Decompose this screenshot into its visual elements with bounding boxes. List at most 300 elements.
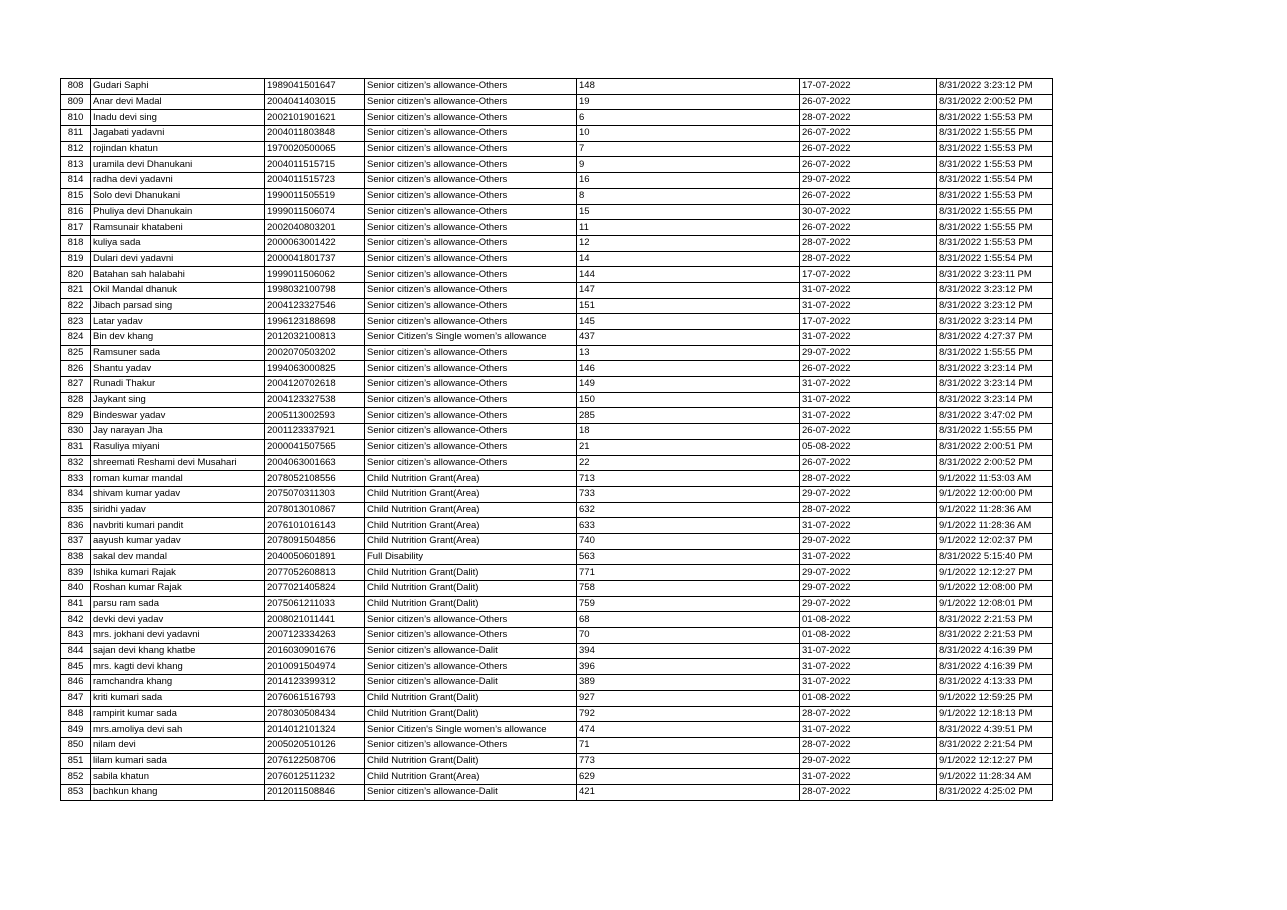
allowance-type-cell: Senior citizen’s allowance-Others xyxy=(365,251,577,267)
table-row xyxy=(61,769,1053,785)
date-cell: 31-07-2022 xyxy=(800,330,937,346)
table-row xyxy=(61,533,1053,549)
record-number-cell: 19 xyxy=(577,94,800,110)
record-number-cell: 68 xyxy=(577,612,800,628)
table-row xyxy=(61,628,1053,644)
beneficiary-name-cell: Jibach parsad sing xyxy=(91,298,265,314)
serial-number-cell: 824 xyxy=(61,330,91,346)
record-number-cell: 70 xyxy=(577,628,800,644)
allowance-type-cell: Senior citizen’s allowance-Others xyxy=(365,79,577,95)
timestamp-cell: 8/31/2022 3:23:11 PM xyxy=(937,267,1053,283)
allowance-type-cell: Child Nutrition Grant(Area) xyxy=(365,471,577,487)
serial-number-cell: 836 xyxy=(61,518,91,534)
table-row xyxy=(61,188,1053,204)
allowance-type-cell: Senior citizen’s allowance-Others xyxy=(365,361,577,377)
beneficiary-id-cell: 2078091504856 xyxy=(265,533,365,549)
table-row xyxy=(61,79,1053,95)
allowance-type-cell: Senior citizen’s allowance-Others xyxy=(365,628,577,644)
record-number-cell: 629 xyxy=(577,769,800,785)
timestamp-cell: 9/1/2022 11:28:36 AM xyxy=(937,502,1053,518)
timestamp-cell: 8/31/2022 4:13:33 PM xyxy=(937,675,1053,691)
table-row xyxy=(61,643,1053,659)
allowance-type-cell: Senior citizen’s allowance-Others xyxy=(365,612,577,628)
table-row xyxy=(61,345,1053,361)
beneficiary-id-cell: 1970020500065 xyxy=(265,141,365,157)
date-cell: 31-07-2022 xyxy=(800,377,937,393)
allowance-type-cell: Senior citizen’s allowance-Others xyxy=(365,424,577,440)
date-cell: 29-07-2022 xyxy=(800,345,937,361)
beneficiary-id-cell: 2007123334263 xyxy=(265,628,365,644)
allowance-type-cell: Senior citizen’s allowance-Others xyxy=(365,126,577,142)
table-row xyxy=(61,565,1053,581)
beneficiary-table xyxy=(60,78,1053,801)
timestamp-cell: 8/31/2022 1:55:54 PM xyxy=(937,251,1053,267)
serial-number-cell: 822 xyxy=(61,298,91,314)
table-row xyxy=(61,173,1053,189)
timestamp-cell: 8/31/2022 4:27:37 PM xyxy=(937,330,1053,346)
beneficiary-name-cell: Ishika kumari Rajak xyxy=(91,565,265,581)
serial-number-cell: 829 xyxy=(61,408,91,424)
record-number-cell: 10 xyxy=(577,126,800,142)
date-cell: 01-08-2022 xyxy=(800,612,937,628)
beneficiary-name-cell: bachkun khang xyxy=(91,784,265,800)
table-row xyxy=(61,612,1053,628)
serial-number-cell: 839 xyxy=(61,565,91,581)
record-number-cell: 11 xyxy=(577,220,800,236)
allowance-type-cell: Senior citizen’s allowance-Others xyxy=(365,408,577,424)
table-row xyxy=(61,251,1053,267)
timestamp-cell: 8/31/2022 1:55:55 PM xyxy=(937,126,1053,142)
record-number-cell: 12 xyxy=(577,235,800,251)
allowance-type-cell: Senior citizen’s allowance-Others xyxy=(365,282,577,298)
allowance-type-cell: Senior Citizen's Single women’s allowance xyxy=(365,722,577,738)
beneficiary-name-cell: Gudari Saphi xyxy=(91,79,265,95)
date-cell: 26-07-2022 xyxy=(800,126,937,142)
record-number-cell: 15 xyxy=(577,204,800,220)
serial-number-cell: 810 xyxy=(61,110,91,126)
record-number-cell: 285 xyxy=(577,408,800,424)
date-cell: 31-07-2022 xyxy=(800,549,937,565)
beneficiary-name-cell: shreemati Reshami devi Musahari xyxy=(91,455,265,471)
table-row xyxy=(61,706,1053,722)
allowance-type-cell: Child Nutrition Grant(Dalit) xyxy=(365,596,577,612)
beneficiary-id-cell: 2014123399312 xyxy=(265,675,365,691)
timestamp-cell: 8/31/2022 2:00:52 PM xyxy=(937,94,1053,110)
beneficiary-name-cell: mrs.amoliya devi sah xyxy=(91,722,265,738)
allowance-type-cell: Child Nutrition Grant(Area) xyxy=(365,769,577,785)
beneficiary-name-cell: Ramsunair khatabeni xyxy=(91,220,265,236)
beneficiary-name-cell: Rasuliya miyani xyxy=(91,439,265,455)
beneficiary-id-cell: 1998032100798 xyxy=(265,282,365,298)
record-number-cell: 18 xyxy=(577,424,800,440)
timestamp-cell: 8/31/2022 4:39:51 PM xyxy=(937,722,1053,738)
beneficiary-id-cell: 2004011515723 xyxy=(265,173,365,189)
allowance-type-cell: Full Disability xyxy=(365,549,577,565)
serial-number-cell: 830 xyxy=(61,424,91,440)
allowance-type-cell: Senior citizen’s allowance-Others xyxy=(365,188,577,204)
beneficiary-id-cell: 2004123327546 xyxy=(265,298,365,314)
record-number-cell: 394 xyxy=(577,643,800,659)
date-cell: 30-07-2022 xyxy=(800,204,937,220)
record-number-cell: 740 xyxy=(577,533,800,549)
timestamp-cell: 8/31/2022 2:21:53 PM xyxy=(937,612,1053,628)
serial-number-cell: 808 xyxy=(61,79,91,95)
date-cell: 26-07-2022 xyxy=(800,220,937,236)
beneficiary-id-cell: 1989041501647 xyxy=(265,79,365,95)
allowance-type-cell: Senior citizen’s allowance-Others xyxy=(365,157,577,173)
serial-number-cell: 853 xyxy=(61,784,91,800)
table-row xyxy=(61,267,1053,283)
beneficiary-name-cell: radha devi yadavni xyxy=(91,173,265,189)
record-number-cell: 633 xyxy=(577,518,800,534)
beneficiary-id-cell: 2078013010867 xyxy=(265,502,365,518)
date-cell: 28-07-2022 xyxy=(800,471,937,487)
table-row xyxy=(61,424,1053,440)
beneficiary-name-cell: ramchandra khang xyxy=(91,675,265,691)
timestamp-cell: 8/31/2022 3:23:12 PM xyxy=(937,282,1053,298)
table-row xyxy=(61,361,1053,377)
beneficiary-name-cell: sajan devi khang khatbe xyxy=(91,643,265,659)
beneficiary-name-cell: Solo devi Dhanukani xyxy=(91,188,265,204)
date-cell: 26-07-2022 xyxy=(800,157,937,173)
allowance-type-cell: Senior citizen’s allowance-Others xyxy=(365,659,577,675)
beneficiary-id-cell: 2014012101324 xyxy=(265,722,365,738)
beneficiary-id-cell: 2040050601891 xyxy=(265,549,365,565)
table-row xyxy=(61,204,1053,220)
serial-number-cell: 841 xyxy=(61,596,91,612)
beneficiary-name-cell: Batahan sah halabahi xyxy=(91,267,265,283)
record-number-cell: 7 xyxy=(577,141,800,157)
record-number-cell: 771 xyxy=(577,565,800,581)
beneficiary-name-cell: Jaykant sing xyxy=(91,392,265,408)
serial-number-cell: 850 xyxy=(61,737,91,753)
allowance-type-cell: Senior citizen’s allowance-Others xyxy=(365,345,577,361)
allowance-type-cell: Senior citizen’s allowance-Others xyxy=(365,204,577,220)
serial-number-cell: 847 xyxy=(61,690,91,706)
timestamp-cell: 9/1/2022 12:08:01 PM xyxy=(937,596,1053,612)
record-number-cell: 13 xyxy=(577,345,800,361)
date-cell: 29-07-2022 xyxy=(800,596,937,612)
serial-number-cell: 845 xyxy=(61,659,91,675)
beneficiary-name-cell: Jagabati yadavni xyxy=(91,126,265,142)
timestamp-cell: 8/31/2022 1:55:55 PM xyxy=(937,345,1053,361)
serial-number-cell: 815 xyxy=(61,188,91,204)
beneficiary-id-cell: 2075061211033 xyxy=(265,596,365,612)
timestamp-cell: 9/1/2022 12:08:00 PM xyxy=(937,581,1053,597)
timestamp-cell: 9/1/2022 11:28:36 AM xyxy=(937,518,1053,534)
serial-number-cell: 818 xyxy=(61,235,91,251)
beneficiary-name-cell: kuliya sada xyxy=(91,235,265,251)
beneficiary-name-cell: Bin dev khang xyxy=(91,330,265,346)
date-cell: 31-07-2022 xyxy=(800,408,937,424)
timestamp-cell: 9/1/2022 11:53:03 AM xyxy=(937,471,1053,487)
allowance-type-cell: Senior citizen’s allowance-Others xyxy=(365,439,577,455)
beneficiary-name-cell: sabila khatun xyxy=(91,769,265,785)
table-row xyxy=(61,659,1053,675)
serial-number-cell: 812 xyxy=(61,141,91,157)
timestamp-cell: 9/1/2022 12:00:00 PM xyxy=(937,486,1053,502)
beneficiary-id-cell: 2012011508846 xyxy=(265,784,365,800)
timestamp-cell: 8/31/2022 1:55:54 PM xyxy=(937,173,1053,189)
table-row xyxy=(61,581,1053,597)
date-cell: 28-07-2022 xyxy=(800,737,937,753)
serial-number-cell: 828 xyxy=(61,392,91,408)
record-number-cell: 773 xyxy=(577,753,800,769)
beneficiary-name-cell: roman kumar mandal xyxy=(91,471,265,487)
table-row xyxy=(61,753,1053,769)
beneficiary-id-cell: 2008021011441 xyxy=(265,612,365,628)
table-row xyxy=(61,314,1053,330)
date-cell: 28-07-2022 xyxy=(800,502,937,518)
record-number-cell: 6 xyxy=(577,110,800,126)
beneficiary-name-cell: navbriti kumari pandit xyxy=(91,518,265,534)
date-cell: 31-07-2022 xyxy=(800,518,937,534)
allowance-type-cell: Child Nutrition Grant(Dalit) xyxy=(365,753,577,769)
beneficiary-name-cell: aayush kumar yadav xyxy=(91,533,265,549)
serial-number-cell: 826 xyxy=(61,361,91,377)
table-row xyxy=(61,157,1053,173)
record-number-cell: 9 xyxy=(577,157,800,173)
serial-number-cell: 846 xyxy=(61,675,91,691)
beneficiary-id-cell: 2002101901621 xyxy=(265,110,365,126)
allowance-type-cell: Child Nutrition Grant(Area) xyxy=(365,533,577,549)
beneficiary-id-cell: 2000041507565 xyxy=(265,439,365,455)
date-cell: 29-07-2022 xyxy=(800,533,937,549)
date-cell: 31-07-2022 xyxy=(800,298,937,314)
record-number-cell: 389 xyxy=(577,675,800,691)
serial-number-cell: 813 xyxy=(61,157,91,173)
table-row xyxy=(61,675,1053,691)
serial-number-cell: 842 xyxy=(61,612,91,628)
beneficiary-id-cell: 2002070503202 xyxy=(265,345,365,361)
table-row xyxy=(61,439,1053,455)
table-row xyxy=(61,141,1053,157)
table-row xyxy=(61,220,1053,236)
serial-number-cell: 811 xyxy=(61,126,91,142)
record-number-cell: 149 xyxy=(577,377,800,393)
beneficiary-name-cell: Phuliya devi Dhanukain xyxy=(91,204,265,220)
beneficiary-name-cell: Shantu yadav xyxy=(91,361,265,377)
date-cell: 26-07-2022 xyxy=(800,141,937,157)
timestamp-cell: 8/31/2022 1:55:55 PM xyxy=(937,424,1053,440)
timestamp-cell: 9/1/2022 12:18:13 PM xyxy=(937,706,1053,722)
beneficiary-name-cell: Bindeswar yadav xyxy=(91,408,265,424)
beneficiary-id-cell: 2076122508706 xyxy=(265,753,365,769)
allowance-type-cell: Senior citizen’s allowance-Others xyxy=(365,298,577,314)
beneficiary-name-cell: nilam devi xyxy=(91,737,265,753)
table-row xyxy=(61,392,1053,408)
date-cell: 31-07-2022 xyxy=(800,675,937,691)
beneficiary-id-cell: 1999011506062 xyxy=(265,267,365,283)
record-number-cell: 151 xyxy=(577,298,800,314)
beneficiary-name-cell: uramila devi Dhanukani xyxy=(91,157,265,173)
allowance-type-cell: Child Nutrition Grant(Dalit) xyxy=(365,690,577,706)
serial-number-cell: 833 xyxy=(61,471,91,487)
table-row xyxy=(61,110,1053,126)
timestamp-cell: 8/31/2022 1:55:53 PM xyxy=(937,235,1053,251)
record-number-cell: 421 xyxy=(577,784,800,800)
timestamp-cell: 8/31/2022 2:00:51 PM xyxy=(937,439,1053,455)
date-cell: 31-07-2022 xyxy=(800,643,937,659)
beneficiary-id-cell: 2075070311303 xyxy=(265,486,365,502)
timestamp-cell: 8/31/2022 4:16:39 PM xyxy=(937,659,1053,675)
serial-number-cell: 848 xyxy=(61,706,91,722)
record-number-cell: 437 xyxy=(577,330,800,346)
beneficiary-id-cell: 2005113002593 xyxy=(265,408,365,424)
timestamp-cell: 8/31/2022 1:55:53 PM xyxy=(937,141,1053,157)
timestamp-cell: 9/1/2022 12:59:25 PM xyxy=(937,690,1053,706)
allowance-type-cell: Senior citizen’s allowance-Others xyxy=(365,737,577,753)
allowance-type-cell: Senior citizen’s allowance-Others xyxy=(365,314,577,330)
record-number-cell: 14 xyxy=(577,251,800,267)
table-row xyxy=(61,784,1053,800)
timestamp-cell: 8/31/2022 3:23:14 PM xyxy=(937,377,1053,393)
date-cell: 29-07-2022 xyxy=(800,486,937,502)
date-cell: 01-08-2022 xyxy=(800,690,937,706)
beneficiary-name-cell: Okil Mandal dhanuk xyxy=(91,282,265,298)
table-row xyxy=(61,596,1053,612)
table-row xyxy=(61,377,1053,393)
timestamp-cell: 8/31/2022 1:55:55 PM xyxy=(937,204,1053,220)
serial-number-cell: 851 xyxy=(61,753,91,769)
beneficiary-id-cell: 2077052608813 xyxy=(265,565,365,581)
record-number-cell: 147 xyxy=(577,282,800,298)
record-number-cell: 16 xyxy=(577,173,800,189)
beneficiary-name-cell: Runadi Thakur xyxy=(91,377,265,393)
table-row xyxy=(61,502,1053,518)
allowance-type-cell: Senior citizen’s allowance-Others xyxy=(365,220,577,236)
allowance-type-cell: Senior citizen’s allowance-Dalit xyxy=(365,784,577,800)
timestamp-cell: 8/31/2022 5:15:40 PM xyxy=(937,549,1053,565)
date-cell: 01-08-2022 xyxy=(800,628,937,644)
allowance-type-cell: Senior citizen’s allowance-Others xyxy=(365,141,577,157)
timestamp-cell: 8/31/2022 1:55:55 PM xyxy=(937,220,1053,236)
record-number-cell: 927 xyxy=(577,690,800,706)
date-cell: 29-07-2022 xyxy=(800,753,937,769)
date-cell: 31-07-2022 xyxy=(800,769,937,785)
beneficiary-id-cell: 1994063000825 xyxy=(265,361,365,377)
serial-number-cell: 838 xyxy=(61,549,91,565)
timestamp-cell: 8/31/2022 3:23:14 PM xyxy=(937,314,1053,330)
timestamp-cell: 9/1/2022 12:02:37 PM xyxy=(937,533,1053,549)
date-cell: 28-07-2022 xyxy=(800,110,937,126)
allowance-type-cell: Senior citizen’s allowance-Others xyxy=(365,392,577,408)
table-row xyxy=(61,330,1053,346)
date-cell: 29-07-2022 xyxy=(800,581,937,597)
allowance-type-cell: Child Nutrition Grant(Area) xyxy=(365,502,577,518)
serial-number-cell: 837 xyxy=(61,533,91,549)
allowance-type-cell: Child Nutrition Grant(Area) xyxy=(365,486,577,502)
timestamp-cell: 8/31/2022 3:23:12 PM xyxy=(937,298,1053,314)
date-cell: 26-07-2022 xyxy=(800,424,937,440)
beneficiary-id-cell: 1996123188698 xyxy=(265,314,365,330)
beneficiary-name-cell: Dulari devi yadavni xyxy=(91,251,265,267)
record-number-cell: 563 xyxy=(577,549,800,565)
table-row xyxy=(61,737,1053,753)
date-cell: 17-07-2022 xyxy=(800,314,937,330)
record-number-cell: 150 xyxy=(577,392,800,408)
beneficiary-name-cell: rojindan khatun xyxy=(91,141,265,157)
date-cell: 17-07-2022 xyxy=(800,267,937,283)
timestamp-cell: 8/31/2022 2:21:54 PM xyxy=(937,737,1053,753)
beneficiary-id-cell: 2000041801737 xyxy=(265,251,365,267)
allowance-type-cell: Child Nutrition Grant(Dalit) xyxy=(365,565,577,581)
table-row xyxy=(61,126,1053,142)
beneficiary-id-cell: 2002040803201 xyxy=(265,220,365,236)
allowance-type-cell: Senior citizen’s allowance-Others xyxy=(365,267,577,283)
record-number-cell: 148 xyxy=(577,79,800,95)
table-row xyxy=(61,94,1053,110)
timestamp-cell: 8/31/2022 1:55:53 PM xyxy=(937,110,1053,126)
beneficiary-id-cell: 2001123337921 xyxy=(265,424,365,440)
timestamp-cell: 8/31/2022 1:55:53 PM xyxy=(937,188,1053,204)
serial-number-cell: 821 xyxy=(61,282,91,298)
record-number-cell: 396 xyxy=(577,659,800,675)
allowance-type-cell: Senior citizen’s allowance-Others xyxy=(365,173,577,189)
timestamp-cell: 8/31/2022 3:23:14 PM xyxy=(937,361,1053,377)
beneficiary-name-cell: Inadu devi sing xyxy=(91,110,265,126)
date-cell: 29-07-2022 xyxy=(800,565,937,581)
table-row xyxy=(61,486,1053,502)
date-cell: 17-07-2022 xyxy=(800,79,937,95)
allowance-type-cell: Child Nutrition Grant(Area) xyxy=(365,518,577,534)
record-number-cell: 145 xyxy=(577,314,800,330)
beneficiary-name-cell: rampirit kumar sada xyxy=(91,706,265,722)
beneficiary-id-cell: 2004011515715 xyxy=(265,157,365,173)
allowance-type-cell: Senior citizen’s allowance-Dalit xyxy=(365,675,577,691)
beneficiary-id-cell: 2016030901676 xyxy=(265,643,365,659)
beneficiary-name-cell: Jay narayan Jha xyxy=(91,424,265,440)
serial-number-cell: 816 xyxy=(61,204,91,220)
beneficiary-id-cell: 2004011803848 xyxy=(265,126,365,142)
timestamp-cell: 8/31/2022 4:25:02 PM xyxy=(937,784,1053,800)
record-number-cell: 758 xyxy=(577,581,800,597)
serial-number-cell: 834 xyxy=(61,486,91,502)
beneficiary-name-cell: shivam kumar yadav xyxy=(91,486,265,502)
beneficiary-name-cell: kriti kumari sada xyxy=(91,690,265,706)
allowance-type-cell: Child Nutrition Grant(Dalit) xyxy=(365,581,577,597)
table-row xyxy=(61,408,1053,424)
beneficiary-name-cell: mrs. kagti devi khang xyxy=(91,659,265,675)
table-row xyxy=(61,690,1053,706)
serial-number-cell: 835 xyxy=(61,502,91,518)
timestamp-cell: 8/31/2022 1:55:53 PM xyxy=(937,157,1053,173)
record-number-cell: 792 xyxy=(577,706,800,722)
record-number-cell: 713 xyxy=(577,471,800,487)
date-cell: 26-07-2022 xyxy=(800,188,937,204)
beneficiary-id-cell: 2005020510126 xyxy=(265,737,365,753)
record-number-cell: 71 xyxy=(577,737,800,753)
date-cell: 31-07-2022 xyxy=(800,392,937,408)
timestamp-cell: 9/1/2022 11:28:34 AM xyxy=(937,769,1053,785)
beneficiary-id-cell: 2000063001422 xyxy=(265,235,365,251)
beneficiary-id-cell: 2004063001663 xyxy=(265,455,365,471)
record-number-cell: 759 xyxy=(577,596,800,612)
beneficiary-id-cell: 2078030508434 xyxy=(265,706,365,722)
beneficiary-id-cell: 2010091504974 xyxy=(265,659,365,675)
date-cell: 29-07-2022 xyxy=(800,173,937,189)
beneficiary-id-cell: 1990011505519 xyxy=(265,188,365,204)
timestamp-cell: 8/31/2022 3:23:14 PM xyxy=(937,392,1053,408)
date-cell: 26-07-2022 xyxy=(800,94,937,110)
serial-number-cell: 825 xyxy=(61,345,91,361)
serial-number-cell: 849 xyxy=(61,722,91,738)
beneficiary-id-cell: 2004123327538 xyxy=(265,392,365,408)
allowance-type-cell: Senior citizen’s allowance-Dalit xyxy=(365,643,577,659)
table-body xyxy=(61,79,1053,801)
beneficiary-id-cell: 1999011506074 xyxy=(265,204,365,220)
allowance-type-cell: Senior citizen’s allowance-Others xyxy=(365,455,577,471)
